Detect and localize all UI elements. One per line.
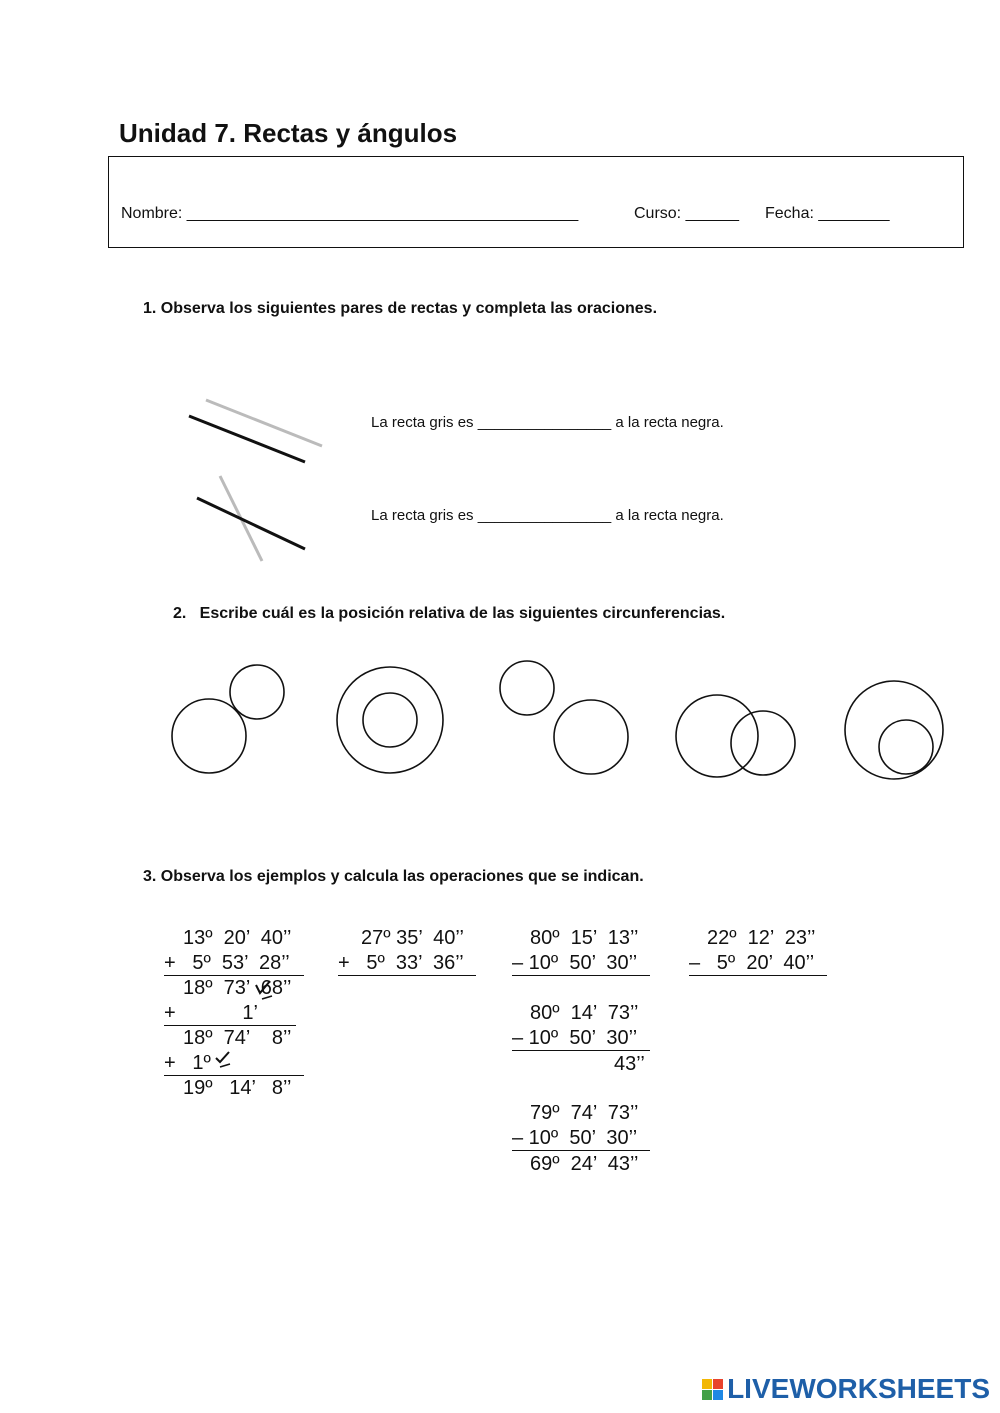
circles-secant	[676, 695, 795, 777]
example2-row6: 79º 74’ 73’’	[530, 1102, 639, 1124]
circles-exterior	[500, 661, 628, 774]
example2-row2: – 10º 50’ 30’’	[512, 952, 638, 974]
difference-line	[689, 975, 827, 976]
nombre-field[interactable]: Nombre: ____________________________________________	[121, 205, 579, 222]
black-line-parallel	[189, 416, 305, 462]
example1-row2: + 5º 53’ 28’’	[164, 952, 290, 974]
sum-line	[338, 975, 476, 976]
q1-sentence-2[interactable]: La recta gris es ________________ a la recta negra.	[371, 507, 724, 524]
gray-line-parallel	[206, 400, 322, 446]
carry-check-mark	[216, 1052, 229, 1062]
example2-row7: – 10º 50’ 30’’	[512, 1127, 638, 1149]
example2-row5: 43’’	[614, 1053, 645, 1075]
example2-row4: – 10º 50’ 30’’	[512, 1027, 638, 1049]
liveworksheets-logo[interactable]	[702, 1373, 990, 1405]
question-3-title: 3. Observa los ejemplos y calcula las operaciones que se indican.	[143, 868, 644, 885]
exercise2-row1: 22º 12’ 23’’	[707, 927, 816, 949]
example1-row7: 19º 14’ 8’’	[183, 1077, 292, 1099]
example1-row4: + 1’	[164, 1002, 258, 1024]
exercise1-row1: 27º 35’ 40’’	[361, 927, 464, 949]
difference-line	[512, 975, 650, 976]
example1-row1: 13º 20’ 40’’	[183, 927, 292, 949]
example2-row3: 80º 14’ 73’’	[530, 1002, 639, 1024]
question-2-title: 2. Escribe cuál es la posición relativa de las siguientes circunferencias.	[173, 605, 726, 622]
example2-row8: 69º 24’ 43’’	[530, 1153, 639, 1175]
brand-name: LIVEWORKSHEETS	[727, 1373, 990, 1404]
page-title: Unidad 7. Rectas y ángulos	[119, 118, 458, 148]
carry-check-mark	[220, 1064, 230, 1067]
exercise1-row2[interactable]: + 5º 33’ 36’’	[338, 952, 464, 974]
exercise2-row2[interactable]: – 5º 20’ 40’’	[689, 952, 815, 974]
curso-field[interactable]: Curso: ______	[634, 205, 739, 222]
circles-exterior-tangent	[172, 665, 284, 773]
q1-sentence-1[interactable]: La recta gris es ________________ a la recta negra.	[371, 414, 724, 431]
question-1-title: 1. Observa los siguientes pares de rectas y completa las oraciones.	[143, 300, 658, 317]
difference-line	[512, 1150, 650, 1151]
example1-row3: 18º 73’ 68’’	[183, 977, 292, 999]
circles-concentric	[337, 667, 443, 773]
circles-interior-tangent	[845, 681, 943, 779]
logo-mark-icon	[702, 1379, 723, 1400]
example1-row5: 18º 74’ 8’’	[183, 1027, 292, 1049]
fecha-field[interactable]: Fecha: ________	[765, 205, 890, 222]
example1-row6: + 1º	[164, 1052, 211, 1074]
example2-row1: 80º 15’ 13’’	[530, 927, 639, 949]
difference-line	[512, 1050, 650, 1051]
